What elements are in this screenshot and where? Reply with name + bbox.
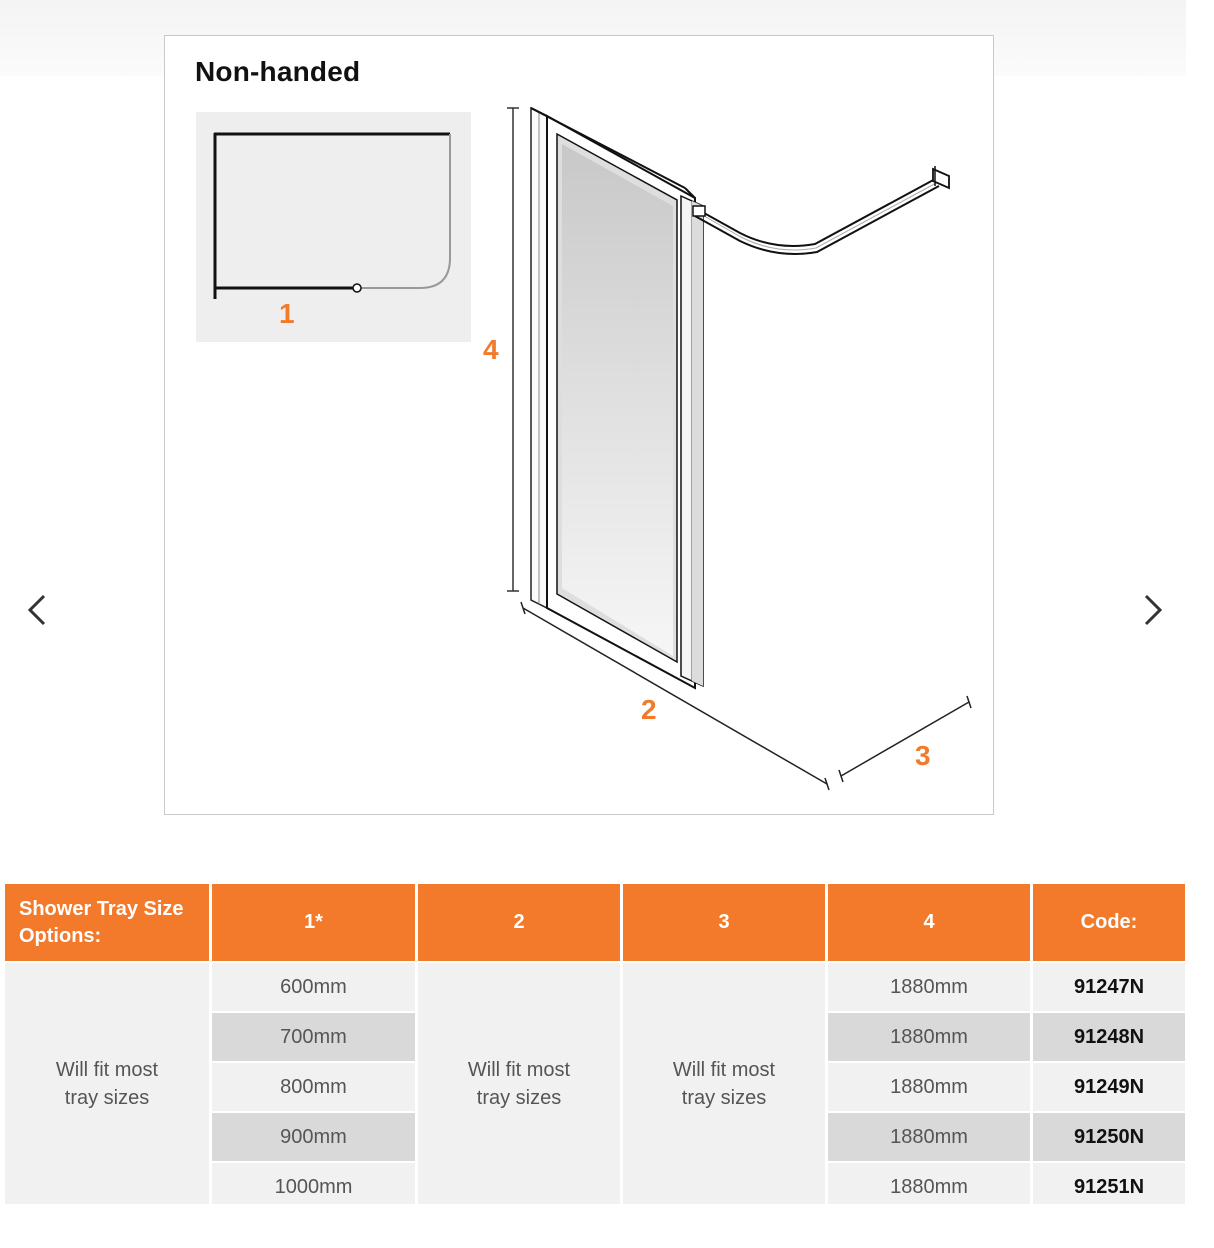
row-1-size: 600mm: [212, 963, 415, 1011]
dimension-label-3: 3: [915, 740, 931, 771]
glass-panel: [531, 108, 703, 688]
header-dimension-2: 2: [418, 884, 620, 961]
merged-tray-fit-col2: Will fit most tray sizes: [418, 963, 620, 1204]
row-2-code: 91248N: [1033, 1013, 1185, 1061]
merged-tray-fit-col3: Will fit most tray sizes: [623, 963, 825, 1204]
dimension-label-2: 2: [641, 694, 657, 725]
size-options-table: [5, 884, 1185, 1204]
wall-profile: [531, 108, 547, 608]
support-rail: [693, 166, 949, 254]
carousel-prev-button[interactable]: [18, 590, 58, 630]
chevron-right-icon: [1132, 590, 1172, 630]
row-5-height: 1880mm: [828, 1163, 1030, 1204]
carousel-next-button[interactable]: [1132, 590, 1172, 630]
row-3-size: 800mm: [212, 1063, 415, 1111]
row-4-size: 900mm: [212, 1113, 415, 1161]
row-3-code: 91249N: [1033, 1063, 1185, 1111]
row-2-height: 1880mm: [828, 1013, 1030, 1061]
shower-screen-drawing: [165, 36, 995, 816]
header-dimension-3: 3: [623, 884, 825, 961]
plan-view-inset: [196, 112, 471, 342]
row-4-code: 91250N: [1033, 1113, 1185, 1161]
row-1-code: 91247N: [1033, 963, 1185, 1011]
height-dimension-line: [507, 108, 519, 591]
header-dimension-4: 4: [828, 884, 1030, 961]
row-3-height: 1880mm: [828, 1063, 1030, 1111]
chevron-left-icon: [18, 590, 58, 630]
row-2-size: 700mm: [212, 1013, 415, 1061]
header-tray-size-options: Shower Tray Size Options:: [5, 884, 209, 961]
header-code: Code:: [1033, 884, 1185, 961]
dimension-label-1: 1: [279, 298, 295, 329]
dimension-label-4: 4: [483, 334, 499, 365]
merged-tray-fit-col0: Will fit most tray sizes: [5, 963, 209, 1204]
product-diagram: [164, 35, 994, 815]
diagram-title: Non-handed: [195, 56, 361, 87]
row-4-height: 1880mm: [828, 1113, 1030, 1161]
row-5-size: 1000mm: [212, 1163, 415, 1204]
depth-dimension-line: [839, 696, 971, 782]
row-5-code: 91251N: [1033, 1163, 1185, 1204]
header-dimension-1: 1*: [212, 884, 415, 961]
row-1-height: 1880mm: [828, 963, 1030, 1011]
